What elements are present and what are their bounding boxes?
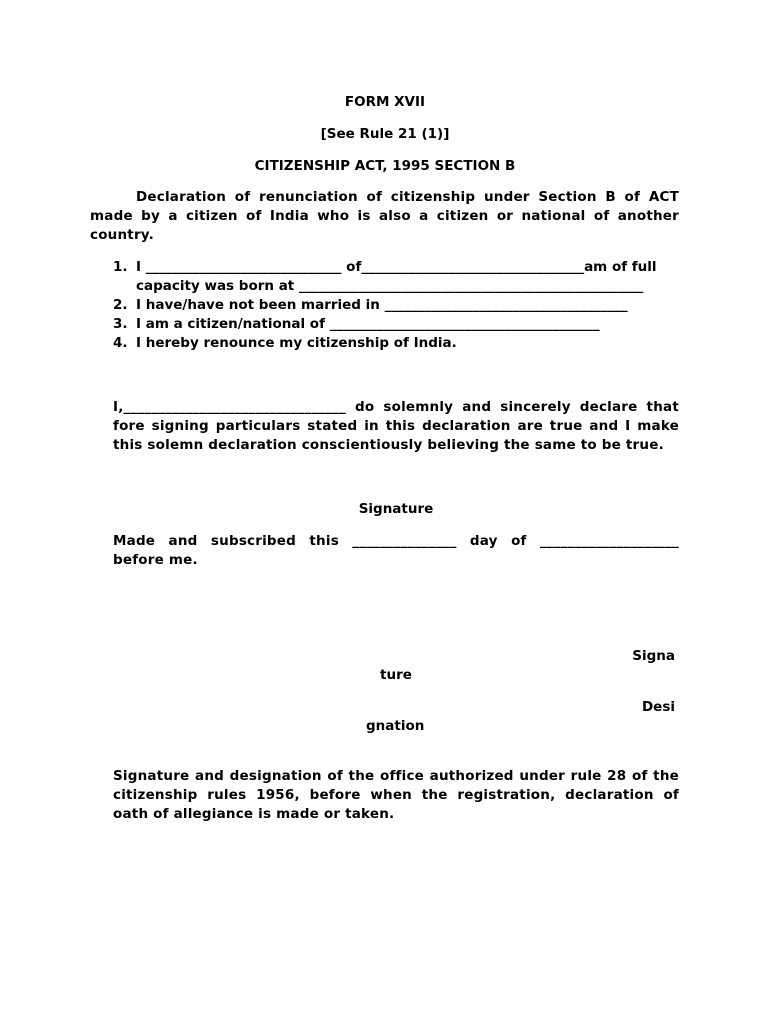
subscribed-paragraph — [113, 532, 679, 570]
form-title: FORM XVII — [344, 94, 426, 110]
item-number: 1. — [113, 259, 128, 275]
subscribed-line: Made and subscribed this _______________ day of ____________________ — [113, 533, 679, 549]
list-item — [113, 258, 679, 277]
officer-designation-part2: gnation — [366, 718, 425, 734]
list-item — [113, 296, 628, 315]
officer-signature-part1: Signa — [632, 648, 675, 664]
item-number: 2. — [113, 297, 128, 313]
footer-line: oath of allegiance is made or taken. — [113, 806, 395, 822]
act-title: CITIZENSHIP ACT, 1995 SECTION B — [254, 158, 516, 174]
intro-line: country. — [90, 227, 154, 243]
footer-note — [113, 767, 679, 824]
intro-line: made by a citizen of India who is also a citizen or national of another — [90, 208, 679, 224]
subscribed-line: before me. — [113, 552, 198, 568]
item-text: I hereby renounce my citizenship of India. — [136, 335, 457, 351]
list-item — [113, 334, 457, 353]
list-item — [113, 315, 600, 334]
intro-line: Declaration of renunciation of citizenship under Section B of ACT — [136, 189, 679, 205]
list-item-continuation: capacity was born at ___________________________________________________ — [136, 278, 644, 294]
intro-paragraph — [90, 188, 679, 245]
officer-designation-part1: Desi — [641, 699, 675, 715]
item-number: 4. — [113, 335, 128, 351]
declaration-line: I,________________________________ do solemnly and sincerely declare that — [113, 399, 679, 415]
declaration-line: fore signing particulars stated in this declaration are true and I make — [113, 418, 679, 434]
rule-reference: [See Rule 21 (1)] — [320, 126, 450, 142]
officer-signature-part2: ture — [380, 667, 412, 683]
item-text: I have/have not been married in ____________________________________ — [136, 297, 628, 313]
item-number: 3. — [113, 316, 128, 332]
declaration-paragraph — [113, 398, 679, 455]
footer-line: Signature and designation of the office authorized under rule 28 of the — [113, 768, 679, 784]
signature-label: Signature — [358, 501, 434, 517]
item-text: I _____________________________ of_________________________________am of full — [136, 259, 657, 275]
footer-line: citizenship rules 1956, before when the registration, declaration of — [113, 787, 679, 803]
declaration-line: this solemn declaration conscientiously believing the same to be true. — [113, 437, 664, 453]
item-text: I am a citizen/national of ________________________________________ — [136, 316, 600, 332]
